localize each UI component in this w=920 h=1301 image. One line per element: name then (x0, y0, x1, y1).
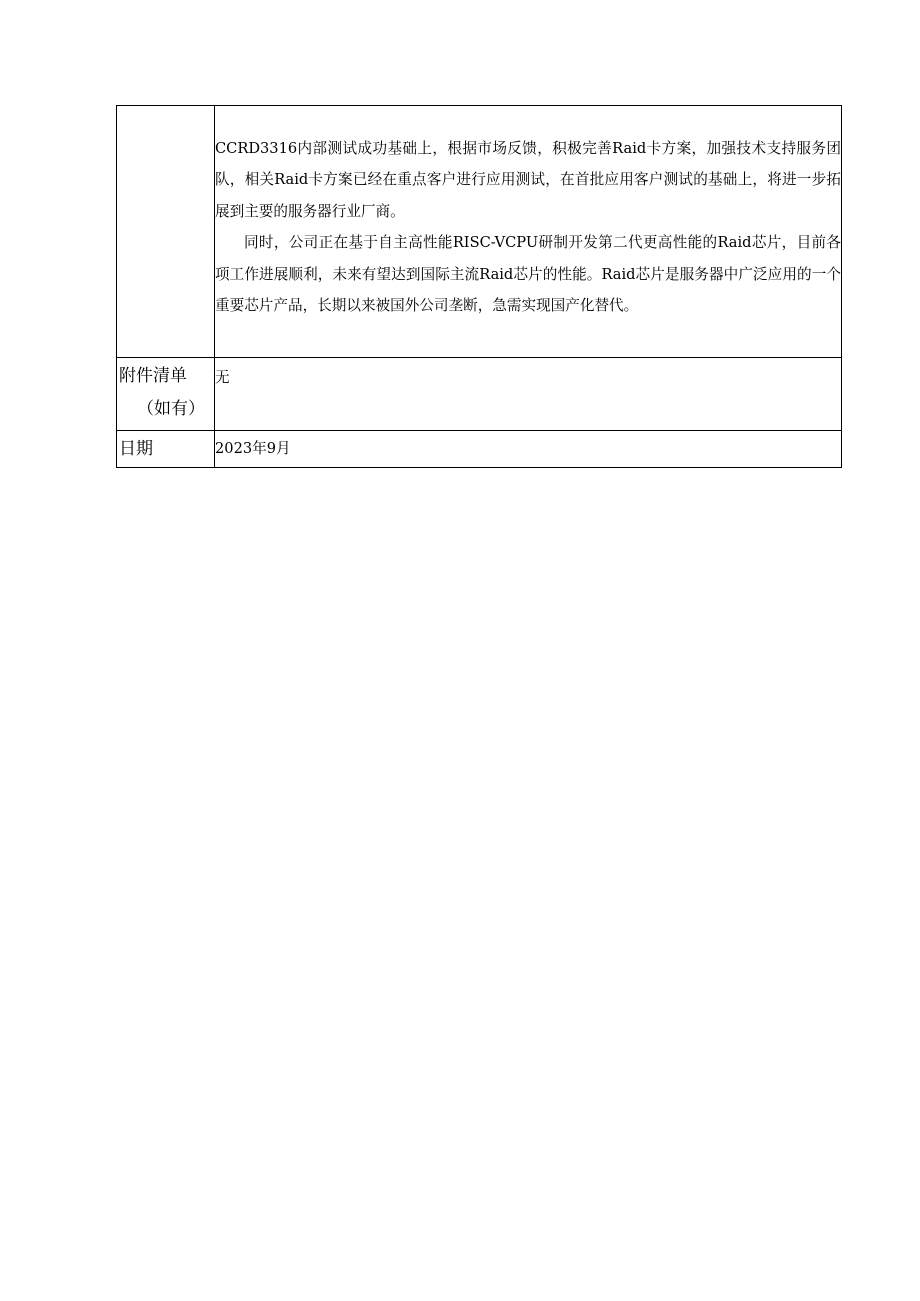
attachments-label-line2: （如有） (137, 399, 205, 419)
content-row (117, 106, 842, 358)
attachments-row (117, 358, 842, 431)
info-table (116, 105, 842, 468)
attachments-value: 无 (215, 369, 230, 386)
attachments-label (117, 358, 214, 426)
date-label-cell (117, 431, 215, 468)
content-label-cell (117, 106, 215, 358)
attachments-label-line1: 附件清单 (119, 366, 187, 386)
paragraph-1: CCRD3316内部测试成功基础上，根据市场反馈，积极完善Raid卡方案，加强技术支持服务团队，相关Raid卡方案已经在重点客户进行应用测试，在首批应用客户测试的基础上，将进一步拓展到主要的服务器行业厂商。 (215, 140, 841, 220)
attachments-value-cell (215, 358, 842, 431)
date-value: 2023年9月 (215, 440, 291, 457)
date-row (117, 431, 842, 468)
content-text-cell (215, 106, 842, 358)
date-value-cell (215, 431, 842, 468)
attachments-label-cell (117, 358, 215, 431)
date-label: 日期 (119, 439, 153, 459)
paragraph-2: 同时，公司正在基于自主高性能RISC-VCPU研制开发第二代更高性能的Raid芯片，目前各项工作进展顺利，未来有望达到国际主流Raid芯片的性能。Raid芯片是服务器中广泛应用的一个重要芯片产品，长期以来被国外公司垄断，急需实现国产化替代。 (215, 234, 841, 315)
content-body (215, 106, 841, 321)
